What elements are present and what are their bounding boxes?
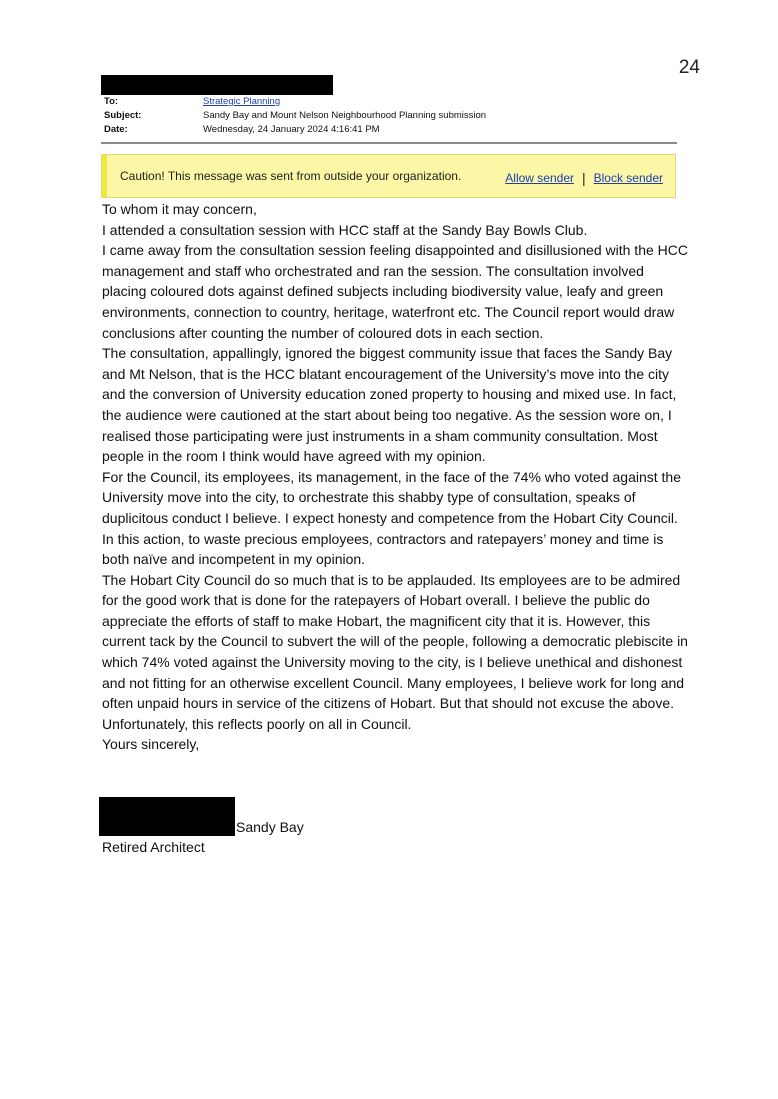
to-recipient-link[interactable]: Strategic Planning — [203, 96, 281, 107]
caution-accent-bar — [102, 155, 107, 197]
letter-paragraph: The Hobart City Council do so much that is to be applauded. Its employees are to be admired for the good work that is done for the ratepayers of Hobart overall. I believe the public do appreciate the efforts of staff to make Hobart, the magnificent city that it is. However, this current tack by the Council to subvert the will of the people, following a democratic plebiscite in which 74% voted against the University moving to the city, is I believe unethical and dishonest and not fitting for an otherwise excellent Council. Many employees, I believe work for long and often unpaid hours in service of the citizens of Hobart. But that should not excuse the above. Unfortunately, this reflects poorly on all in Council. — [102, 571, 688, 732]
letter-paragraph: I came away from the consultation session feeling disappointed and disillusioned with the HCC management and staff who orchestrated and ran the session. The consultation involved placing coloured dots against defined subjects including biodiversity value, leafy and green environments, connection to country, heritage, waterfront etc. The Council report would draw conclusions after counting the number of coloured dots in each section. — [102, 242, 688, 341]
subject-label: Subject: — [104, 110, 142, 121]
email-header — [104, 95, 486, 137]
signature-location: Sandy Bay — [236, 819, 304, 835]
date-row — [104, 123, 486, 137]
letter-paragraph: The consultation, appallingly, ignored the biggest community issue that faces the Sandy Bay and Mt Nelson, that is the HCC blatant encouragement of the University’s move into the city and the conversion of University education zoned property to housing and mixed use. In fact, the audience were cautioned at the start about being too negative. As the session wore on, I realised those participating were just instruments in a sham community consultation. Most people in the room I think would have agreed with my opinion. — [102, 345, 677, 465]
letter-body — [102, 199, 692, 776]
page-number: 24 — [678, 57, 700, 78]
closing: Yours sincerely, — [102, 736, 200, 753]
header-divider — [101, 142, 677, 144]
subject-row — [104, 109, 486, 123]
letter-paragraph: For the Council, its employees, its management, in the face of the 74% who voted against the University move into the city, to orchestrate this shabby type of consultation, speaks of duplicitous conduct I believe. I expect honesty and competence from the Hobart City Council. In this action, to waste precious employees, contractors and ratepayers’ money and time is both naïve and incompetent in my opinion. — [102, 468, 681, 568]
date-label: Date: — [104, 124, 128, 135]
caution-separator: | — [581, 170, 586, 186]
allow-sender-link[interactable]: Allow sender — [505, 171, 574, 185]
subject-value: Sandy Bay and Mount Nelson Neighbourhood Planning submission — [203, 110, 487, 121]
signature-title: Retired Architect — [102, 839, 205, 855]
redacted-sender-block — [101, 75, 333, 95]
letter-paragraph: I attended a consultation session with HCC staff at the Sandy Bay Bowls Club. — [102, 221, 588, 238]
external-sender-caution-banner — [101, 154, 676, 198]
salutation: To whom it may concern, — [102, 201, 257, 217]
caution-actions — [505, 170, 663, 186]
redacted-signature-name — [99, 797, 235, 836]
date-value: Wednesday, 24 January 2024 4:16:41 PM — [203, 124, 380, 135]
block-sender-link[interactable]: Block sender — [593, 171, 663, 185]
to-row — [104, 95, 486, 109]
caution-message: Caution! This message was sent from outside your organization. — [120, 169, 462, 183]
to-label: To: — [104, 96, 119, 107]
